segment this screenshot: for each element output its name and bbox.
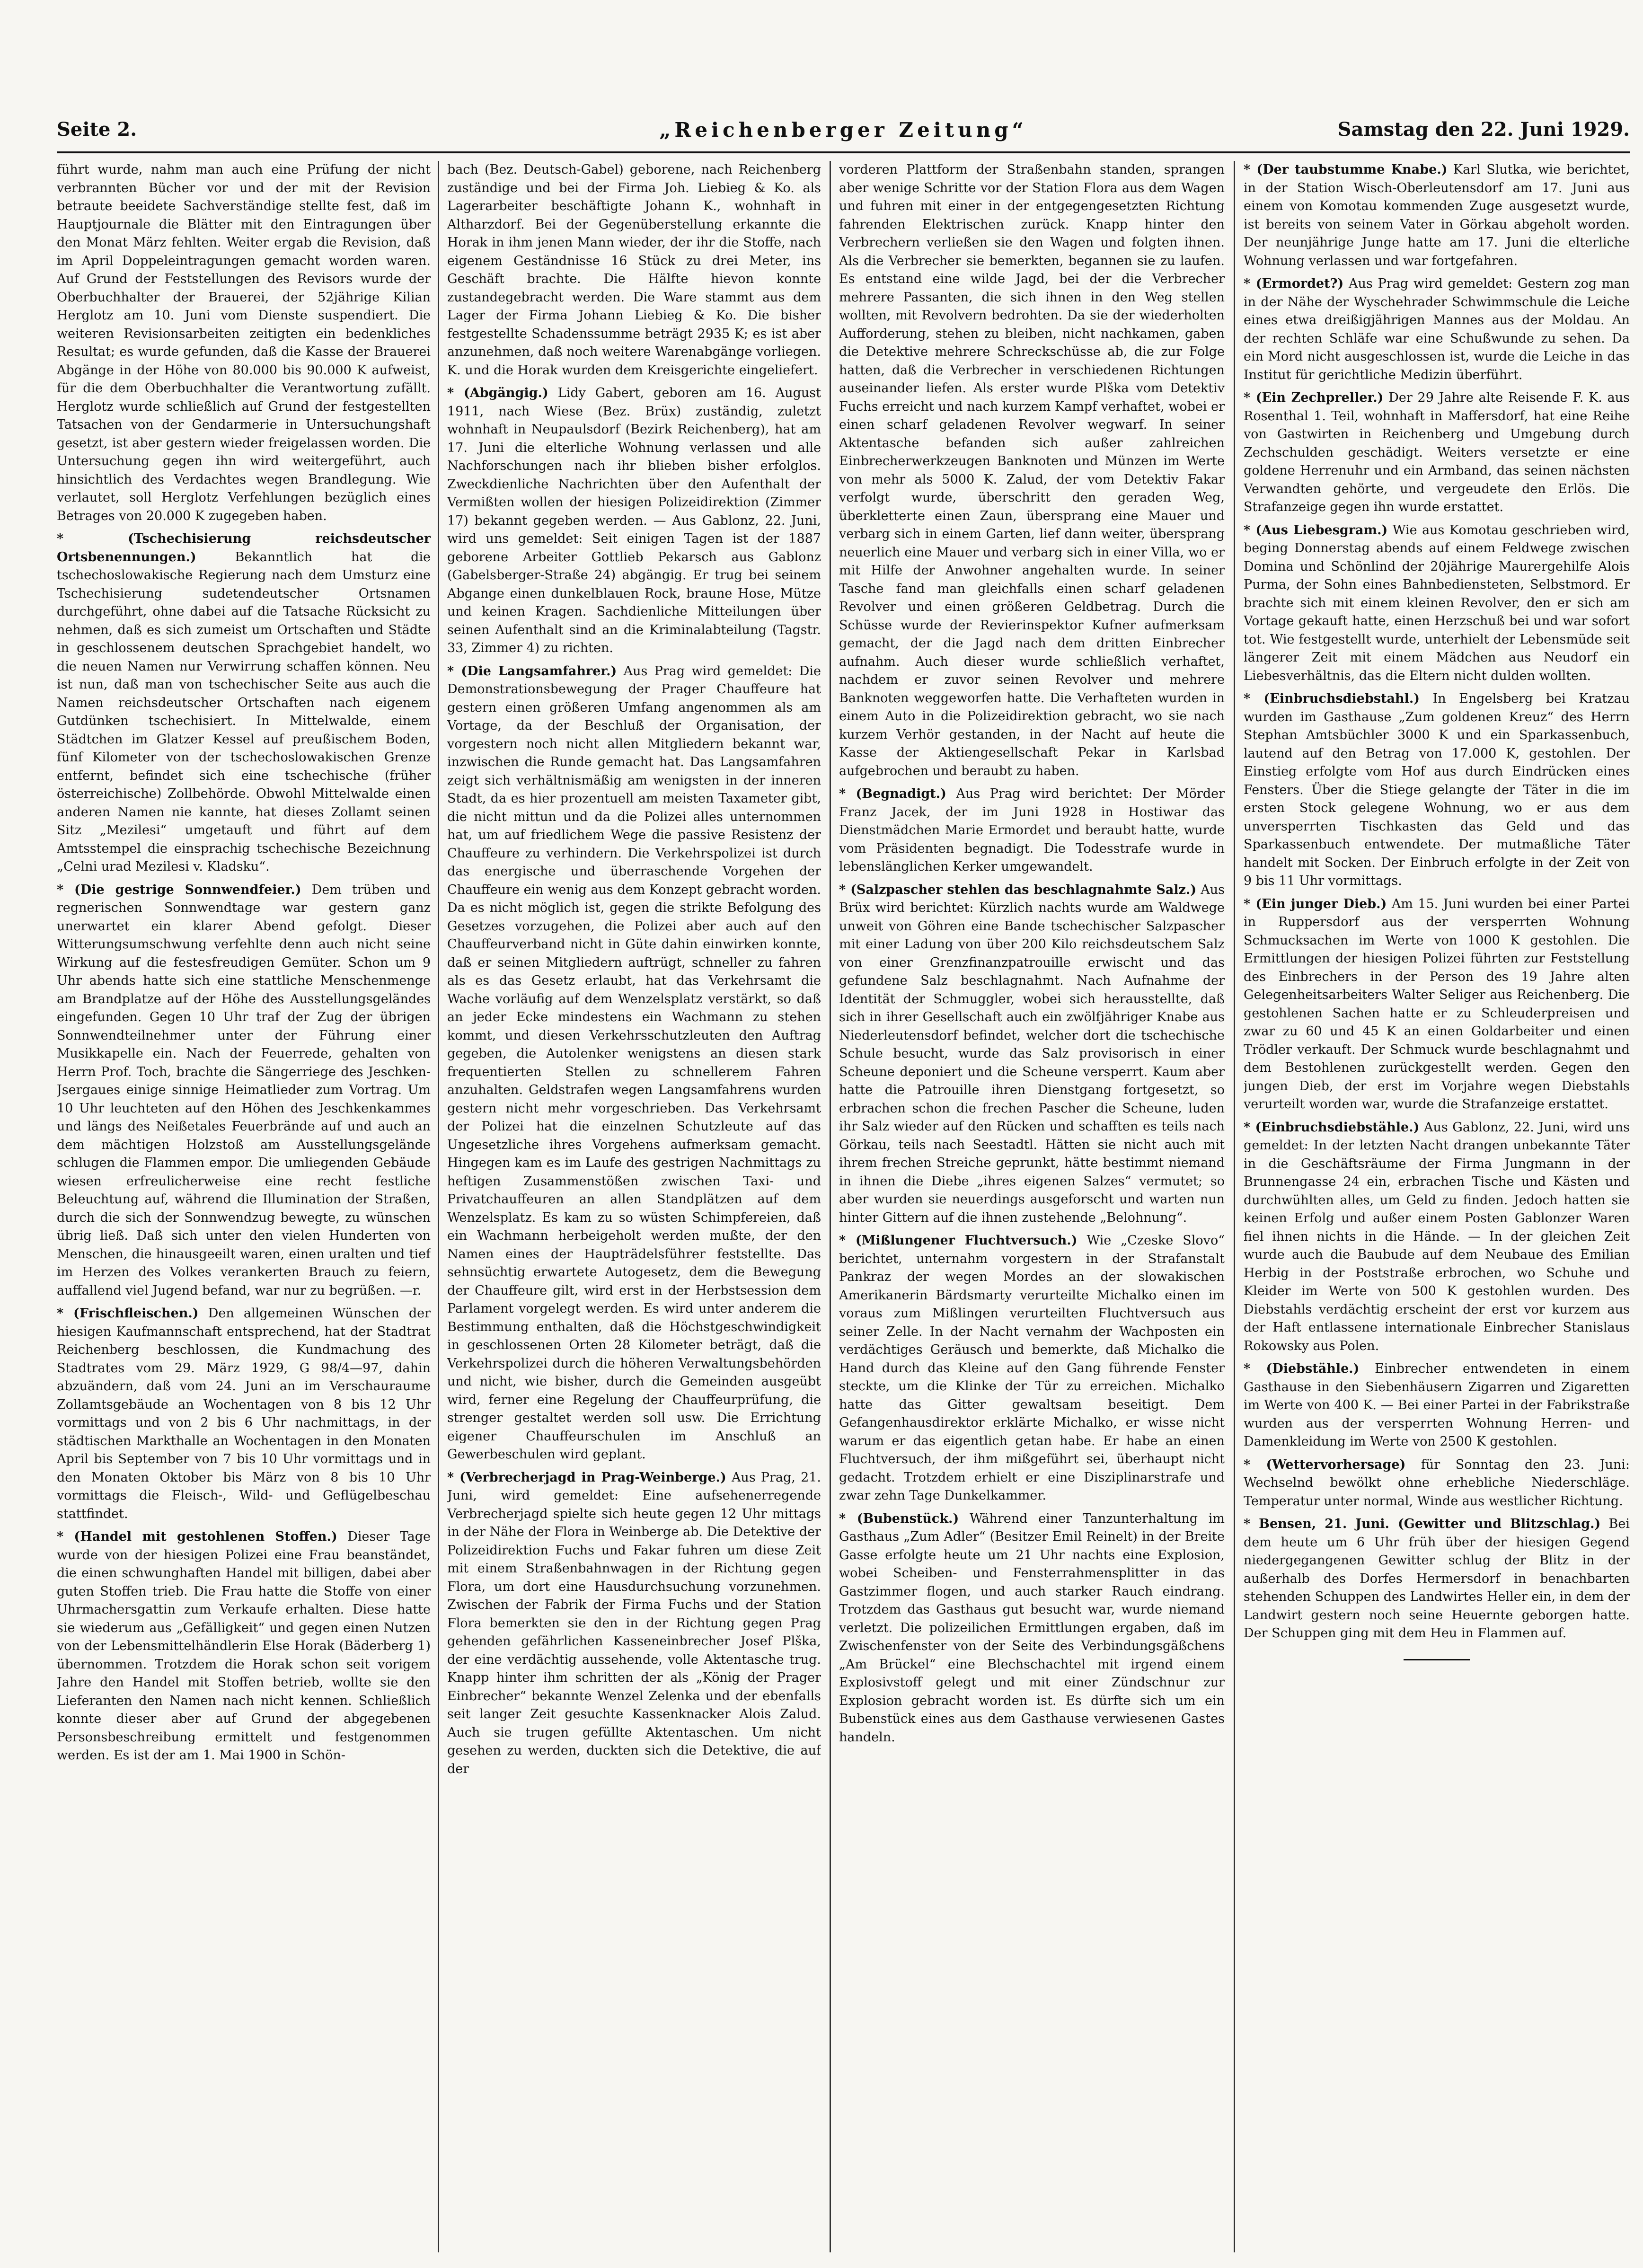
- article-body: führt wurde, nahm man auch eine Prüfung der nicht verbrannten Bücher vor und der mit der Revision betraute beeidete Sachverständige stellte fest, daß im Hauptjournale die Blätter mit den Eintragungen über den Monat März fehlten. Weiter ergab die Revision, daß im April Doppeleintragungen gemacht worden waren. Auf Grund der Feststellungen des Revisors wurde der Oberbuchhalter der Brauerei, der 52jährige Kilian Herglotz am 10. Juni vom Dienste suspendiert. Die weiteren Revisionsarbeiten zeitigten ein bedenkliches Resultat; es wurde gefunden, daß die Kasse der Brauerei Abgänge in der Höhe von 80.000 bis 90.000 K aufweist, für die dem Oberbuchhalter die Verantwortung zufällt. Herglotz wurde schließlich auf Grund der festgestellten Tatsachen von der Gendarmerie in Untersuchungshaft gesetzt, ist aber gestern wieder freigelassen worden. Die Untersuchung gegen ihn wird weitergeführt, auch hinsichtlich des Verdachtes wegen Brandlegung. Wie verlautet, soll Herglotz Verfehlungen bezüglich eines Betrages von 20.000 K zugegeben haben.: [57, 162, 431, 523]
- column-separator: [830, 161, 831, 2252]
- article-body: Wie aus Komotau geschrieben wird, beging Donnerstag abends auf einem Feldwege zwischen Domina und Schönlind der 20jährige Maurergehilfe Alois Purma, der Sohn eines Bahnbediensteten, Selbstmord. Er brachte sich mit einem kleinen Revolver, den er sich am Vortage gekauft hatte, einen Herzschuß bei und war sofort tot. Wie festgestellt wurde, unterhielt der Lebensmüde seit längerer Zeit mit einem Mädchen aus Neudorf ein Liebesverhältnis, das die Eltern nicht dulden wollten.: [1244, 522, 1630, 683]
- issue-date: Samstag den 22. Juni 1929.: [1337, 118, 1630, 141]
- article-body: Aus Prag wird berichtet: Der Mörder Franz Jacek, der im Juni 1928 in Hostiwar das Dienstmädchen Marie Ermordet und beraubt hatte, wurde vom Präsidenten begnadigt. Die Todesstrafe wurde in lebenslänglichen Kerker umgewandelt.: [839, 786, 1225, 874]
- article-continuation: [447, 161, 821, 379]
- article: [839, 785, 1225, 876]
- article: [57, 1528, 431, 1765]
- column-2: [447, 161, 821, 2252]
- article-headline: * (Frischfleischen.): [57, 1306, 199, 1321]
- article-headline: * (Ein Zechpreller.): [1244, 390, 1384, 405]
- article-headline: * (Diebstähle.): [1244, 1361, 1360, 1376]
- article-body: Wie „Czeske Slovo“ berichtet, unternahm vorgestern in der Strafanstalt Pankraz der wegen Mordes an der slowakischen Amerikanerin Bärdsmarty verurteilte Michalko einen im voraus zum Mißlingen verurteilten Fluchtversuch aus seiner Zelle. In der Nacht vernahm der Wachposten ein verdächtiges Geräusch und bemerkte, daß Michalko die Hand durch das Kleine auf den Gang führende Fenster steckte, um die Klinke der Tür zu erreichen. Michalko hatte das Gitter gewaltsam beseitigt. Dem Gefangenhausdirektor erklärte Michalko, er wisse nicht warum er das eigentlich getan habe. Er habe an einen Fluchtversuch, der ihm mißgeführt sei, überhaupt nicht gedacht. Trotzdem erhielt er eine Disziplinarstrafe und zwar zehn Tage Dunkelkammer.: [839, 1233, 1225, 1503]
- article-body: vorderen Plattform der Straßenbahn standen, sprangen aber wenige Schritte vor der Station Flora aus dem Wagen und fuhren mit einer in der entgegengesetzten Richtung fahrenden Elektrischen zurück. Knapp hinter den Verbrechern verließen sie den Wagen und folgten ihnen. Als die Verbrecher sie bemerkten, begannen sie zu laufen. Es entstand eine wilde Jagd, bei der die Verbrecher mehrere Passanten, die sich ihnen in den Weg stellen wollten, mit Revolvern bedrohten. Da sie der wiederholten Aufforderung, stehen zu bleiben, nicht nachkamen, gaben die Detektive mehrere Schreckschüsse ab, die zur Folge hatten, daß die Verbrecher in verschiedenen Richtungen auseinander liefen. Als erster wurde Plška vom Detektiv Fuchs erreicht und nach kurzem Kampf verhaftet, wobei er einen scharf geladenen Revolver wegwarf. In seiner Aktentasche befanden sich außer zahlreichen Einbrecherwerkzeugen Banknoten und Münzen im Werte von mehr als 5000 K. Zalud, der vom Detektiv Fakar verfolgt wurde, überschritt den geraden Weg, überkletterte einen Zaun, übersprang eine Mauer und verbarg sich in einem Garten, lief dann weiter, übersprang neuerlich eine Mauer und verbarg sich in einer Villa, wo er mit Hilfe der Anwohner angehalten wurde. In seiner Tasche fand man gleichfalls einen scharf geladenen Revolver und einen größeren Geldbetrag. Durch die Schüsse wurde der Revierinspektor Kufner aufmerksam gemacht, der die Jagd nach dem dritten Einbrecher aufnahm. Auch dieser wurde schließlich verhaftet, nachdem er zuvor seinen Revolver und mehrere Banknoten weggeworfen hatte. Die Verhafteten wurden in einem Auto in die Polizeidirektion gebracht, wo sie nach kurzem Verhör gestanden, in der Nacht auf heute die Kasse der Aktiengesellschaft Pekar in Karlsbad aufgebrochen und beraubt zu haben.: [839, 162, 1225, 778]
- column-separator: [438, 161, 439, 2252]
- article: [447, 662, 821, 1464]
- article: [1244, 1360, 1630, 1451]
- article-body: Aus Gablonz, 22. Juni, wird uns gemeldet: In der letzten Nacht drangen unbekannte Täter in die Geschäftsräume der Firma Jungmann in der Brunnengasse 24 ein, erbrachen Tische und Kästen und durchwühlten alles, um Geld zu finden. Jedoch hatten sie keinen Erfolg und außer einem Posten Gablonzer Waren fiel ihnen nichts in die Hände. — In der gleichen Zeit wurde auch die Baubude auf dem Neubaue des Emilian Herbig in der Poststraße erbrochen, wo Schuhe und Kleider im Werte von 500 K gestohlen wurden. Des Diebstahls verdächtig erscheint der erst vor kurzem aus der Haft entlassene internationale Einbrecher Stanislaus Rokowsky aus Polen.: [1244, 1120, 1630, 1353]
- article-body: Dieser Tage wurde von der hiesigen Polizei eine Frau beanständet, die einen schwunghaften Handel mit billigen, dabei aber guten Stoffen trieb. Die Frau hatte die Stoffe von einer Uhrmachersgattin zum Verkaufe erhalten. Diese hatte sie wiederum aus „Gefälligkeit“ und gegen einen Nutzen von der Lebensmittelhändlerin Else Horak (Bäderberg 1) übernommen. Trotzdem die Horak schon seit vorigem Jahre den Handel mit Stoffen betrieb, wollte sie den Lieferanten den Namen nach nicht kennen. Schließlich konnte dieser aber auf Grund der abgegebenen Personsbeschreibung ermittelt und festgenommen werden. Es ist der am 1. Mai 1900 in Schön-: [57, 1529, 431, 1763]
- article-body: bach (Bez. Deutsch-Gabel) geborene, nach Reichenberg zuständige und bei der Firma Joh. Liebieg & Ko. als Lagerarbeiter beschäftigte Johann K., wohnhaft in Altharzdorf. Bei der Gegenüberstellung erkannte die Horak in ihm jenen Mann wieder, der ihr die Stoffe, nach eigenem Geständnisse 16 Stück zu drei Meter, ins Geschäft brachte. Die Hälfte hievon konnte zustandegebracht werden. Die Ware stammt aus dem Lager der Firma Johann Liebieg & Ko. Die bisher festgestellte Schadenssumme beträgt 2935 K; es ist aber anzunehmen, daß noch weitere Warenabgänge vorliegen. K. und die Horak wurden dem Kreisgerichte eingeliefert.: [447, 162, 821, 378]
- article-headline: * (Mißlungener Fluchtversuch.): [839, 1233, 1078, 1248]
- article: [1244, 1119, 1630, 1356]
- column-separator: [1234, 161, 1235, 2252]
- article-headline: * (Begnadigt.): [839, 786, 946, 801]
- masthead: „Reichenberger Zeitung“: [659, 118, 1027, 141]
- article-body: Der 29 Jahre alte Reisende F. K. aus Rosenthal 1. Teil, wohnhaft in Maffersdorf, hat eine Reihe von Gastwirten in Reichenberg und Umgebung durch Zechschulden geschädigt. Weiters versetzte er eine goldene Herrenuhr und ein Armband, das seinen nächsten Verwandten gehörte, und vergeudete den Erlös. Die Strafanzeige gegen ihn wurde erstattet.: [1244, 390, 1630, 514]
- article: [1244, 1515, 1630, 1643]
- article-body: Aus Prag wird gemeldet: Die Demonstrationsbewegung der Prager Chauffeure hat gestern einen größeren Umfang angenommen als am Vortage, da der Beschluß der Organisation, der vorgestern noch nicht allen Mitgliedern bekannt war, inzwischen die Runde gemacht hat. Das Langsamfahren zeigt sich verhältnismäßig am wenigsten in der inneren Stadt, da es hier prozentuell am meisten Taxameter gibt, die nicht mittun und da die Polizei alles unternommen hat, um auf friedlichem Wege die passive Resistenz der Chauffeure zu verhindern. Die Verkehrspolizei ist durch das energische und überraschende Vorgehen der Chauffeure ein wenig aus dem Konzept gebracht worden. Da es nicht möglich ist, gegen die strikte Befolgung des Gesetzes vorzugehen, die Polizei aber auch auf den Chauffeurverband nicht in Güte dahin einwirken konnte, daß er seinen Mitgliedern auftrügt, schneller zu fahren als es das Gesetz erlaubt, hat das Verkehrsamt die Wache vorläufig auf dem Wenzelsplatz verstärkt, so daß an jeder Ecke mindestens ein Wachmann zu stehen kommt, und diesen Verkehrsschutzleuten den Auftrag gegeben, die Autolenker wenigstens an diesen stark frequentierten Stellen zu schnellerem Fahren anzuhalten. Geldstrafen wegen Langsamfahrens wurden gestern nicht mehr vorgeschrieben. Das Verkehrsamt der Polizei hat die einzelnen Schutzleute auf das Ungesetzliche ihres Vorgehens aufmerksam gemacht. Hingegen kam es im Laufe des gestrigen Nachmittags zu heftigen Zusammenstößen zwischen Taxi- und Privatchauffeuren an allen Standplätzen auf dem Wenzelsplatz. Es kam zu so wüsten Schimpfereien, daß ein Wachmann herbeigeholt werden mußte, der den Namen eines der Haupträdelsführer feststellte. Das sehnsüchtig erwartete Autogesetz, dem die Bewegung der Chauffeure gilt, wird erst in der Herbstsession dem Parlament vorgelegt werden. Es wird unter anderem die Bestimmung enthalten, daß die Höchstgeschwindigkeit in geschlossenen Orten 28 Kilometer beträgt, daß die Verkehrspolizei durch die höheren Verwaltungsbehörden und nicht, wie bisher, durch die Gemeinden ausgeübt wird, ferner eine Regelung der Chauffeurprüfung, die strenger gestaltet werden soll usw. Die Errichtung eigener Chauffeurschulen im Anschluß an Gewerbeschulen wird geplant.: [447, 663, 821, 1462]
- header-rule: [57, 151, 1630, 153]
- article-headline: * (Verbrecherjagd in Prag-Weinberge.): [447, 1470, 726, 1485]
- article: [839, 881, 1225, 1227]
- article-headline: * (Die Langsamfahrer.): [447, 663, 617, 679]
- article-headline: * (Handel mit gestohlenen Stoffen.): [57, 1529, 337, 1544]
- article-headline: * (Aus Liebesgram.): [1244, 522, 1388, 538]
- article: [839, 1232, 1225, 1505]
- article-body: Aus Prag, 21. Juni, wird gemeldet: Eine aufsehenerregende Verbrecherjagd spielte sich heute gegen 12 Uhr mittags in der Nähe der Flora in Weinberge ab. Die Detektive der Polizeidirektion Fuchs und Fakar fuhren um diese Zeit mit einem Straßenbahnwagen in der Richtung gegen Flora, um dort eine Hausdurchsuchung vorzunehmen. Zwischen der Fabrik der Firma Fuchs und der Station Flora bemerkten sie den in der Richtung gegen Prag gehenden gefährlichen Kasseneinbrecher Josef Plška, der eine verdächtig aussehende, volle Aktentasche trug. Knapp hinter ihm schritten der als „König der Prager Einbrecher“ bekannte Wenzel Zelenka und der ebenfalls seit langer Zeit gesuchte Kassenknacker Alois Zalud. Auch sie trugen gefüllte Aktentaschen. Um nicht gesehen zu werden, duckten sich die Detektive, die auf der: [447, 1470, 821, 1776]
- column-4: [1244, 161, 1630, 2252]
- article-body: Den allgemeinen Wünschen der hiesigen Kaufmannschaft entsprechend, hat der Stadtrat Reichenberg beschlossen, die Kundmachung des Stadtrates vom 29. März 1929, G 98/4—97, dahin abzuändern, daß vom 24. Juni an im Verschauraume Zollamtsgebäude an Wochentagen von 8 bis 12 Uhr vormittags und von 2 bis 6 Uhr nachmittags, in der städtischen Markthalle an Wochentagen in den Monaten April bis September von 7 bis 10 Uhr vormittags und in den Monaten Oktober bis März von 8 bis 10 Uhr vormittags die Fleisch-, Wild- und Geflügelbeschau stattfindet.: [57, 1306, 431, 1521]
- article-headline: * (Salzpascher stehlen das beschlagnahmte Salz.): [839, 882, 1197, 897]
- article-body: Bei dem heute um 6 Uhr früh über der hiesigen Gegend niedergegangenen Gewitter schlug der Blitz in der außerhalb des Dorfes Hermersdorf in benachbarten stehenden Schuppen des Landwirtes Heller ein, in dem der Landwirt gestern noch seine Heuernte geborgen hatte. Der Schuppen ging mit dem Heu in Flammen auf.: [1244, 1517, 1630, 1641]
- article-body: für Sonntag den 23. Juni: Wechselnd bewölkt ohne erhebliche Niederschläge. Temperatur unter normal, Winde aus westlicher Richtung.: [1244, 1457, 1630, 1509]
- page-header: [57, 118, 1630, 148]
- page-number: Seite 2.: [57, 118, 137, 141]
- article-headline: * (Die gestrige Sonnwendfeier.): [57, 882, 301, 897]
- article: [1244, 521, 1630, 686]
- article-body: Einbrecher entwendeten in einem Gasthause in den Siebenhäusern Zigarren und Zigaretten im Werte von 400 K. — Bei einer Partei in der Fabrikstraße wurden aus der versperrten Wohnung Herren- und Damenkleidung im Werte von 2500 K gestohlen.: [1244, 1361, 1630, 1449]
- article: [447, 384, 821, 658]
- article: [1244, 161, 1630, 270]
- article-body: In Engelsberg bei Kratzau wurden im Gasthause „Zum goldenen Kreuz“ des Herrn Stephan Amtsbüchler 3000 K und ein Sparkassenbuch, lautend auf den Betrag von 17.000 K, gestohlen. Der Einstieg erfolgte vom Hof aus durch Eindrücken eines Fensters. Über die Stiege gelangte der Täter in die im ersten Stock gelegene Wohnung, wo er aus dem unversperrten Tischkasten das Geld und das Sparkassenbuch entwendete. Der mutmaßliche Täter handelt mit Socken. Der Einbruch erfolgte in der Zeit von 9 bis 11 Uhr vormittags.: [1244, 691, 1630, 888]
- article-body: Aus Prag wird gemeldet: Gestern zog man in der Nähe der Wyschehrader Schwimmschule die Leiche eines etwa dreißigjährigen Mannes aus der Moldau. An der rechten Schläfe war eine Schußwunde zu sehen. Da ein Mord nicht ausgeschlossen ist, wurde die Leiche in das Institut für gerichtliche Medizin überführt.: [1244, 276, 1630, 382]
- article-headline: * (Der taubstumme Knabe.): [1244, 162, 1448, 177]
- article-body: Am 15. Juni wurden bei einer Partei in Ruppersdorf aus der versperrten Wohnung Schmucksachen im Werte von 1000 K gestohlen. Die Ermittlungen der hiesigen Polizei führten zur Feststellung des Einbrechers in der Person des 19 Jahre alten Gelegenheitsarbeiters Walter Seliger aus Reichenberg. Die gestohlenen Sachen hatte er zu Schleuderpreisen und zwar zu 60 und 45 K an einen Goldarbeiter und einen Trödler verkauft. Der Schmuck wurde beschlagnahmt und dem Bestohlenen zurückgestellt werden. Gegen den jungen Dieb, der erst im Vorjahre wegen Diebstahls verurteilt worden war, wurde die Strafanzeige erstattet.: [1244, 896, 1630, 1112]
- article: [57, 881, 431, 1300]
- article-body: Aus Brüx wird berichtet: Kürzlich nachts wurde am Waldwege unweit von Göhren eine Bande tschechischer Salzpascher mit einer Ladung von über 200 Kilo reichsdeutschem Salz von einer Grenzfinanzpatrouille erwischt und das gefundene Salz beschlagnahmt. Nach Aufnahme der Identität der Schmuggler, wobei sich herausstellte, daß sich in ihrer Gesellschaft auch ein zwölfjähriger Knabe aus Niederleutensdorf befindet, welcher dort die tschechische Schule besucht, wurde das Salz provisorisch in einer Scheune deponiert und die Scheune versperrt. Kaum aber hatte die Patrouille ihren Dienstgang fortgesetzt, so erbrachen schon die frechen Pascher die Scheune, luden ihr Salz wieder auf den Rücken und schafften es teils nach Görkau, teils nach Seestadtl. Hätten sie nicht auch mit ihrem frechen Streiche geprunkt, hätte bestimmt niemand in ihnen die Diebe „ihres eigenen Salzes“ vermutet; so aber wurden sie neuerdings ausgeforscht und warten nun hinter Gittern auf die ihnen zustehende „Belohnung“.: [839, 882, 1225, 1225]
- column-1: [57, 161, 431, 2252]
- article-headline: * (Einbruchsdiebstähle.): [1244, 1120, 1420, 1135]
- column-3: [839, 161, 1225, 2252]
- article: [57, 1305, 431, 1523]
- article: [1244, 895, 1630, 1114]
- article-headline: * (Tschechisierung reichsdeutscher Ortsbenennungen.): [57, 531, 431, 565]
- article-continuation: [839, 161, 1225, 780]
- article: [1244, 275, 1630, 384]
- article: [447, 1469, 821, 1779]
- article-body: Bekanntlich hat die tschechoslowakische Regierung nach dem Umsturz eine Tschechisierung sudetendeutscher Ortsnamen durchgeführt, ohne dabei auf die Tatsache Rücksicht zu nehmen, daß es sich zumeist um Ortschaften und Städte in geschlossenem deutschen Sprachgebiet handelt, wo die neuen Namen nur Verwirrung schaffen können. Neu ist nun, daß man von tschechischer Seite aus auch die Namen reichsdeutscher Ortschaften nach eigenem Gutdünken tschechisiert. In Mittelwalde, einem Städtchen im Glatzer Kessel auf preußischem Boden, fünf Kilometer von der tschechoslowakischen Grenze entfernt, befindet sich eine tschechische (früher österreichische) Zollbehörde. Obwohl Mittelwalde einen anderen Namen nie kannte, hat dieses Zollamt seinen Sitz „Mezilesi“ umgetauft und führt auf dem Amtsstempel die einsprachig tschechische Bezeichnung „Celni urad Mezilesi v. Kladsku“.: [57, 549, 431, 874]
- article-body: Dem trüben und regnerischen Sonnwendtage war gestern ganz unerwartet ein klarer Abend gefolgt. Dieser Witterungsumschwung verfehlte denn auch nicht seine Wirkung auf die festesfreudigen Gemüter. Schon um 9 Uhr abends hatte sich eine stattliche Menschenmenge am Brandplatze auf der Höhe des Ausstellungsgeländes eingefunden. Gegen 10 Uhr traf der Zug der übrigen Sonnwendteilnehmer unter der Führung einer Musikkapelle ein. Nach der Feuerrede, gehalten von Herrn Prof. Toch, brachte die Sängerriege des Jeschken-Jsergaues einige sinnige Heimatlieder zum Vortrag. Um 10 Uhr leuchteten auf den Höhen des Jeschkenkammes und längs des Neißetales Feuerbrände auf und auch an dem mächtigen Holzstoß am Ausstellungsgelände schlugen die Flammen empor. Die umliegenden Gebäude wiesen erfreulicherweise eine recht festliche Beleuchtung auf, während die Illumination der Straßen, durch die sich der Sonnwendzug bewegte, zu wünschen übrig ließ. Daß sich unter den vielen Hunderten von Menschen, die hinausgeeilt waren, einen uralten und tief im Herzen des Volkes verankerten Brauch zu feiern, auffallend viel Jugend befand, war nur zu begrüßen. —r.: [57, 882, 431, 1298]
- article-headline: * (Bubenstück.): [839, 1511, 959, 1526]
- article-headline: * (Wettervorhersage): [1244, 1457, 1406, 1472]
- article-headline: * (Abgängig.): [447, 386, 548, 400]
- article: [57, 530, 431, 876]
- article: [1244, 389, 1630, 517]
- end-rule: [1404, 1659, 1470, 1660]
- article-headline: * Bensen, 21. Juni. (Gewitter und Blitzschlag.): [1244, 1517, 1601, 1531]
- article-body: Während einer Tanzunterhaltung im Gasthaus „Zum Adler“ (Besitzer Emil Reinelt) in der Breite Gasse erfolgte heute um 21 Uhr nachts eine Explosion, wobei Scheiben- und Fensterrahmensplitter in das Gastzimmer flogen, und auch starker Rauch eindrang. Trotzdem das Gasthaus gut besucht war, wurde niemand verletzt. Die polizeilichen Ermittlungen ergaben, daß im Zwischenfenster von der Seite des Verbindungsgäßchens „Am Brückel“ eine Blechschachtel mit irgend einem Explosivstoff gelegt und mit einer Zündschnur zur Explosion gebracht worden ist. Es dürfte sich um ein Bubenstück eines aus dem Gasthause verwiesenen Gastes handeln.: [839, 1511, 1225, 1745]
- article-headline: * (Einbruchsdiebstahl.): [1244, 691, 1420, 706]
- article-body: Lidy Gabert, geboren am 16. August 1911, nach Wiese (Bez. Brüx) zuständig, zuletzt wohnhaft in Neupaulsdorf (Bezirk Reichenberg), hat am 17. Juni die elterliche Wohnung verlassen und alle Nachforschungen nach ihr blieben bisher erfolglos. Zweckdienliche Nachrichten über den Aufenthalt der Vermißten wollen der hiesigen Polizeidirektion (Zimmer 17) bekannt gegeben werden. — Aus Gablonz, 22. Juni, wird uns gemeldet: Seit einigen Tagen ist der 1887 geborene Arbeiter Gottlieb Pekarsch aus Gablonz (Gabelsberger-Straße 24) abgängig. Er trug bei seinem Abgange einen dunkelblauen Rock, braune Hose, Mütze und keinen Kragen. Sachdienliche Mitteilungen über seinen Aufenthalt sind an die Kriminalabteilung (Tagstr. 33, Zimmer 4) zu richten.: [447, 386, 821, 655]
- article-headline: * (Ermordet?): [1244, 276, 1344, 291]
- article: [1244, 1456, 1630, 1511]
- article-body: Karl Slutka, wie berichtet, in der Station Wisch-Oberleutensdorf am 17. Juni aus einem von Komotau kommenden Zuge ausgesetzt wurde, ist bereits von seinem Vater in Görkau abgeholt worden. Der neunjährige Junge hatte am 17. Juni die elterliche Wohnung verlassen und war fortgefahren.: [1244, 162, 1630, 268]
- article-continuation: [57, 161, 431, 525]
- article: [1244, 690, 1630, 891]
- article: [839, 1510, 1225, 1747]
- article-headline: * (Ein junger Dieb.): [1244, 896, 1387, 911]
